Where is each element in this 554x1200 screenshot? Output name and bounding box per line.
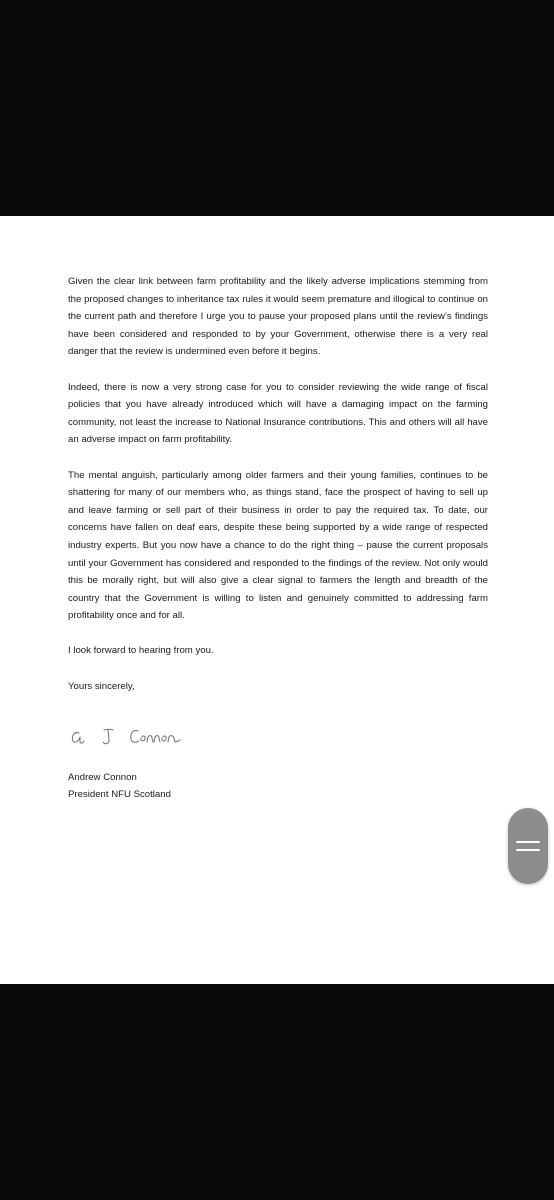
scroll-handle[interactable] (508, 808, 548, 884)
document-page (0, 216, 554, 984)
letter-closing: Yours sincerely, (68, 680, 135, 692)
signatory-title: President NFU Scotland (68, 789, 171, 801)
letter-paragraph-4: I look forward to hearing from you. (68, 645, 214, 657)
letter-body (68, 273, 488, 804)
signatory-name: Andrew Connon (68, 771, 137, 783)
drag-handle-icon (516, 841, 540, 843)
letter-paragraph-1: Given the clear link between farm profitability and the likely adverse implications stemming from the proposed changes to inheritance tax rules it would seem premature and illogical to continue on the current path and therefore I urge you to pause your proposed plans until the review’s findings have been considered and responded to by your Government, otherwise there is a very real danger that the review is undermined even before it begins. (68, 276, 488, 358)
letter-paragraph-2: Indeed, there is now a very strong case for you to consider reviewing the wide range of fiscal policies that you have already introduced which will have a damaging impact on the farming community, not least the increase to National Insurance contributions. This and others will all have an adverse impact on farm profitability. (68, 381, 488, 446)
handwritten-signature (68, 713, 488, 757)
drag-handle-icon (516, 849, 540, 851)
letter-paragraph-3: The mental anguish, particularly among older farmers and their young families, continues to be shattering for many of our members who, as things stand, face the prospect of having to sell up and leave farming or sell part of their business in order to pay the required tax. To date, our concerns have fallen on deaf ears, despite these being supported by a wide range of respected industry experts. But you now have a chance to do the right thing – pause the current proposals until your Government has considered and responded to the findings of the review. Not only would this be morally right, but will also give a clear signal to farmers the length and breadth of the country that the Government is willing to listen and genuinely committed to addressing farm profitability once and for all. (68, 469, 488, 622)
